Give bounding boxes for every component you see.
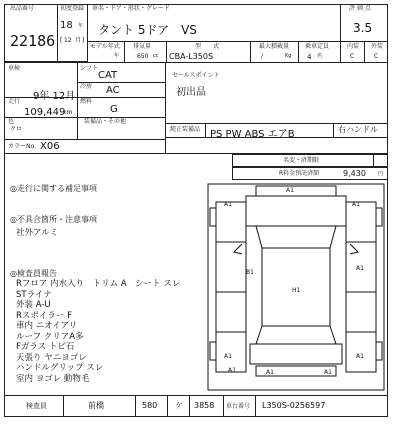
model-yr-label: モデル年式 — [90, 43, 120, 50]
car-name-box — [88, 4, 340, 42]
left-front-door — [216, 242, 246, 292]
footer-region-cell — [64, 396, 136, 417]
model-yr-cell — [88, 42, 125, 62]
capacity-unit: 名 — [317, 53, 323, 59]
load-unit: Kg — [285, 53, 292, 59]
selling-point: 初出品 — [176, 87, 206, 98]
recycling-label2: R料金預託済額 — [279, 170, 320, 177]
score-box — [340, 4, 388, 42]
damage-mark: A1 — [224, 201, 232, 208]
report-line: STライナ — [16, 289, 52, 300]
report-line: 室内 ヨゴレ 動物毛 — [16, 373, 90, 384]
interior-grade-cell — [341, 42, 365, 62]
exterior-grade: C — [374, 53, 379, 60]
reg-month-close: ] — [82, 37, 85, 44]
wheel-rl — [210, 342, 216, 360]
damage-mark: A1 — [324, 369, 332, 376]
mirror-left — [234, 244, 242, 254]
footer-chassis: L350S-0256597 — [262, 401, 326, 410]
car-diagram — [206, 182, 386, 394]
left-quarter — [216, 332, 246, 372]
recycling-label: 名変・済期限 — [283, 157, 320, 164]
genuine-label: 純正装備品 — [170, 126, 201, 133]
mileage-value: 109,449 — [24, 107, 66, 118]
left-rear-door — [216, 292, 246, 332]
reg-month: 12 — [64, 37, 72, 44]
capacity-value: 4 — [307, 53, 312, 61]
type-cell — [167, 42, 251, 62]
hood — [246, 196, 346, 226]
report-line: 天張り ヤニヨゴレ — [16, 352, 87, 363]
damage-mark: A1 — [356, 353, 364, 360]
fuel-label: 燃料 — [80, 98, 93, 105]
recycling-unit: 円 — [378, 171, 384, 177]
shift-value: CAT — [98, 70, 118, 81]
displacement-label: 排気量 — [133, 43, 152, 50]
car-name-label: 車名・ドア・形状・グレード — [92, 5, 170, 12]
color-value: クロ — [10, 126, 23, 133]
wheel-fl — [210, 208, 216, 226]
wheel-rr — [376, 342, 382, 360]
load-cell — [251, 42, 299, 62]
recycling-blank — [373, 155, 389, 166]
displacement-unit: cc — [153, 53, 159, 59]
equipment: PS PW ABS エアB — [210, 129, 295, 140]
recycling-row-2 — [232, 167, 388, 180]
footer-chassis-label: 車台番号 — [226, 403, 251, 410]
color-no: X06 — [40, 141, 60, 152]
windshield — [256, 226, 336, 248]
color-no-cell — [4, 139, 166, 153]
reg-year-unit: 年 — [78, 23, 84, 29]
inspector-report-label: ◎検査員報告 — [10, 269, 57, 278]
capacity-cell — [299, 42, 340, 62]
inspection-label: 車検 — [8, 65, 21, 72]
type-label: 型 式 — [195, 43, 220, 50]
ac-label: 冷房 — [80, 83, 93, 90]
front-bumper — [256, 186, 336, 196]
footer-code: 580 — [142, 401, 158, 410]
recycling-amount: 9,430 — [343, 169, 366, 178]
handle: 右ハンドル — [338, 125, 378, 134]
handle-cell — [333, 123, 388, 137]
footer-inspector-cell — [4, 396, 64, 417]
damage-mark: A1 — [286, 187, 294, 194]
defects-label: ◎不具合箇所・注意事項 — [10, 215, 97, 224]
color-label: 色 — [8, 118, 15, 125]
model-yr-unit: 年 — [114, 53, 120, 59]
footer-plate: 3858 — [194, 401, 215, 410]
right-quarter — [346, 332, 376, 372]
rear-glass — [256, 326, 336, 344]
footer-inspector-label: 検査員 — [26, 402, 47, 410]
accessories-label: 装備品・その他 — [84, 118, 127, 125]
exterior-grade-cell — [365, 42, 389, 62]
load-value: / — [261, 53, 264, 60]
reg-month-unit: 月 — [75, 37, 82, 44]
damage-mark: A1 — [356, 265, 364, 272]
footer-chassis-label-cell — [224, 396, 256, 417]
recycling-row-1 — [232, 154, 388, 167]
damage-mark: A1 — [266, 369, 274, 376]
interior-grade: C — [350, 53, 355, 60]
damage-mark: A1 — [228, 367, 236, 374]
rule-7 — [166, 137, 388, 138]
load-label: 最大積載量 — [259, 43, 290, 50]
damage-mark: A1 — [224, 353, 232, 360]
mirror-right — [350, 244, 358, 254]
shift-label: シフト — [80, 65, 99, 72]
footer-plate-cell — [190, 396, 224, 417]
genuine-cell — [166, 123, 206, 137]
displacement-cell — [125, 42, 167, 62]
report-line: 車内 ニオイアリ — [16, 321, 78, 331]
displacement-value: 650 — [137, 53, 149, 60]
inspection-value: 9年 12月 — [33, 91, 76, 102]
reg-year: 18 — [60, 20, 73, 31]
lot-box — [4, 4, 58, 62]
left-fender-front — [216, 202, 246, 242]
exterior-label: 外装 — [371, 43, 384, 50]
color-no-label: カラーNo. — [8, 143, 36, 150]
footer-kei-cell — [168, 396, 190, 417]
running-label: ◎走行に関する補足事項 — [10, 184, 97, 193]
footer-row — [4, 395, 388, 417]
ac-value: AC — [106, 85, 120, 96]
footer-code-cell — [136, 396, 168, 417]
damage-mark: H1 — [292, 287, 301, 294]
score-value: 3.5 — [353, 21, 373, 35]
grade-box — [340, 42, 388, 62]
model-code: CBA-L350S — [169, 52, 214, 61]
wheel-fr — [376, 208, 382, 226]
first-reg-label: 初度登録 — [60, 5, 85, 12]
lot-number: 22186 — [10, 32, 56, 50]
first-reg-box — [58, 4, 88, 62]
report-line: ハンドルグリップ スレ — [16, 363, 104, 373]
capacity-label: 乗車定員 — [305, 43, 330, 50]
tailgate — [250, 344, 342, 364]
report-line: Rスポイラー F — [16, 310, 72, 321]
footer-kei: ケ — [175, 401, 183, 410]
footer-region: 前橋 — [88, 401, 104, 410]
damage-mark: B1 — [246, 269, 254, 276]
defects-text: 社外アルミ — [16, 228, 59, 238]
score-label: 評 価 点 — [349, 5, 371, 12]
model-row — [88, 42, 340, 62]
right-fender-front — [346, 202, 376, 242]
report-line: Fガラス トビ石 — [16, 342, 75, 352]
report-line: Rフロア 内水入り トリム A シート スレ — [16, 279, 181, 289]
reg-month-open: [ — [60, 37, 63, 44]
car-name: タント 5ドア VS — [98, 23, 197, 37]
damage-mark: A1 — [352, 201, 360, 208]
right-rear-door — [346, 292, 376, 332]
lot-label: 出品番号 — [10, 5, 35, 12]
fuel-value: G — [110, 104, 118, 115]
interior-label: 内装 — [347, 43, 360, 50]
report-line: 外装 A-U — [16, 300, 51, 310]
mileage-label: 走行 — [8, 98, 21, 105]
report-line: ルーフ クリアA多 — [16, 331, 84, 342]
selling-points-label: セールスポイント — [172, 72, 220, 79]
inspector-report-list — [16, 280, 206, 385]
mileage-unit: km — [63, 109, 73, 116]
